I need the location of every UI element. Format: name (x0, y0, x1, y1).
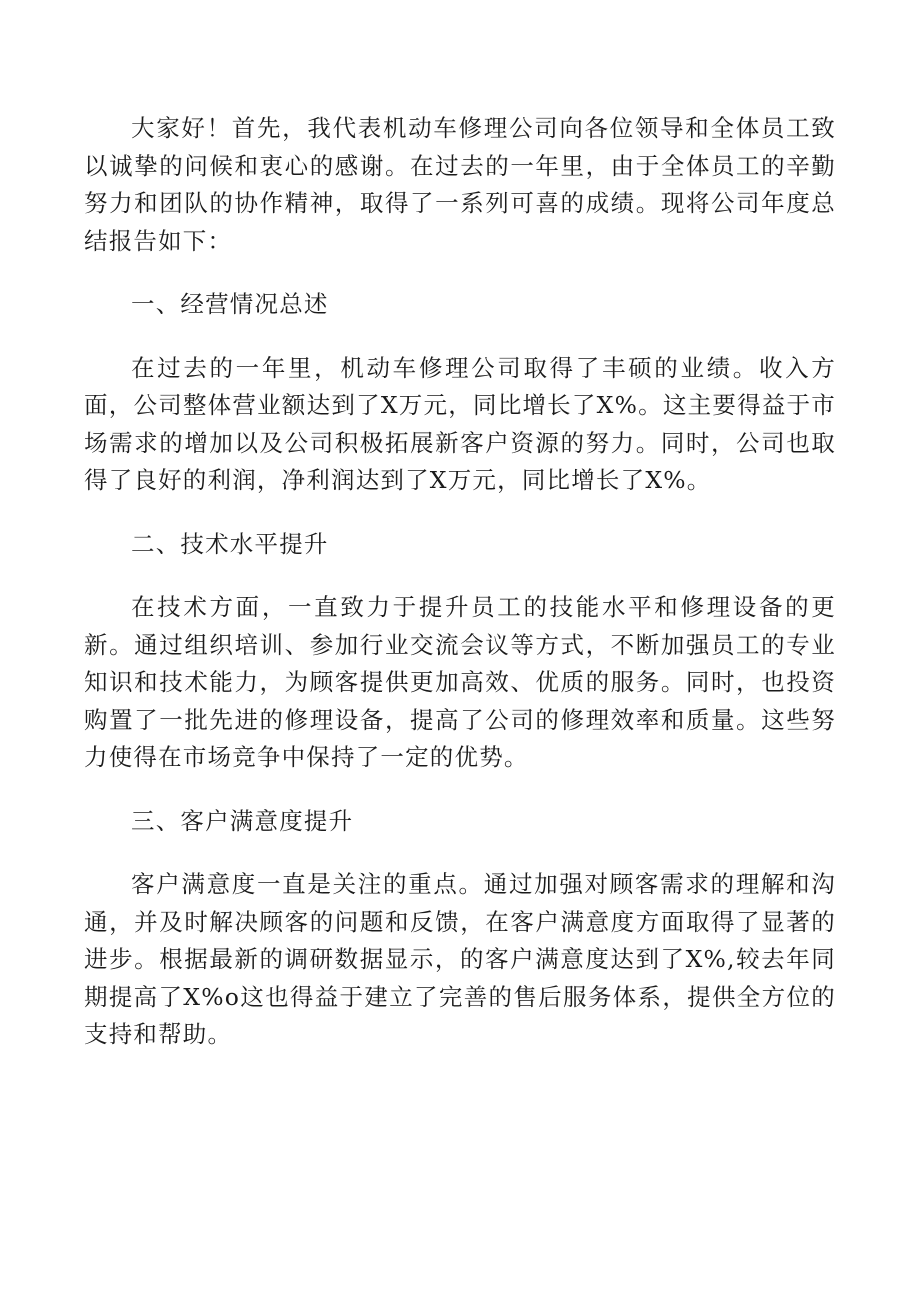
section-heading-operations: 一、经营情况总述 (131, 290, 329, 318)
paragraph-gap (84, 500, 836, 526)
technology-paragraph: 在技术方面，一直致力于提升员工的技能水平和修理设备的更新。通过组织培训、参加行业交流会议等方式，不断加强员工的专业知识和技术能力，为顾客提供更加高效、优质的服务。同时，也投资购置了一批先进的修理设备，提高了公司的修理效率和质量。这些努力使得在市场竞争中保持了一定的优势。 (84, 593, 836, 771)
intro-paragraph: 大家好！首先，我代表机动车修理公司向各位领导和全体员工致以诚挚的问候和衷心的感谢。在过去的一年里，由于全体员工的辛勤努力和团队的协作精神，取得了一系列可喜的成绩。现将公司年度总结报告如下： (84, 114, 836, 255)
section-heading-satisfaction: 三、客户满意度提升 (131, 806, 354, 835)
paragraph-gap (84, 260, 836, 286)
satisfaction-paragraph: 客户满意度一直是关注的重点。通过加强对顾客需求的理解和沟通，并及时解决顾客的问题和反馈，在客户满意度方面取得了显著的进步。根据最新的调研数据显示，的客户满意度达到了X%,较去年同期提高了X%o这也得益于建立了完善的售后服务体系，提供全方位的支持和帮助。 (84, 870, 836, 1048)
operations-paragraph: 在过去的一年里，机动车修理公司取得了丰硕的业绩。收入方面，公司整体营业额达到了X万元，同比增长了X%。这主要得益于市场需求的增加以及公司积极拓展新客户资源的努力。同时，公司也取得了良好的利润，净利润达到了X万元，同比增长了X%。 (84, 353, 836, 494)
paragraph-gap (84, 777, 836, 803)
paragraph-gap (84, 324, 836, 350)
document-body (84, 110, 836, 1054)
paragraph-gap (84, 840, 836, 866)
section-heading-technology: 二、技术水平提升 (131, 529, 329, 558)
paragraph-gap (84, 563, 836, 589)
